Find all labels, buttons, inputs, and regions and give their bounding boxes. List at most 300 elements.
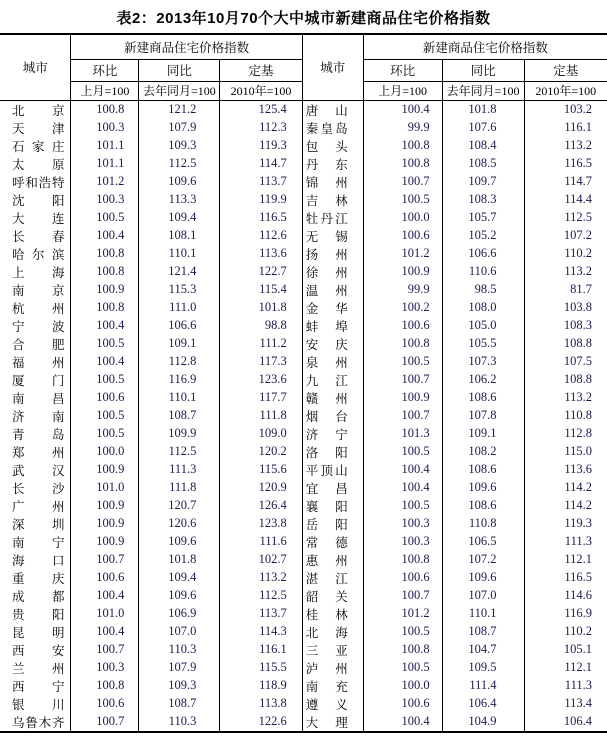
table-row — [302, 461, 607, 479]
table-row — [0, 713, 302, 732]
fixed-base-value: 112.8 — [564, 426, 592, 440]
fixed-base-value: 122.6 — [258, 714, 287, 728]
city-name: 赣 州 — [302, 389, 363, 407]
yoy-value: 116.9 — [139, 371, 220, 389]
city-name: 泸 州 — [302, 659, 363, 677]
city-name: 长 春 — [0, 227, 71, 245]
fixed-base-value: 111.8 — [259, 408, 287, 422]
yoy-value: 108.2 — [442, 443, 524, 461]
yoy-value: 107.0 — [139, 623, 220, 641]
fixed-base-value: 110.8 — [564, 408, 592, 422]
city-name: 兰 州 — [0, 659, 71, 677]
mom-value: 100.5 — [363, 443, 442, 461]
mom-value: 100.7 — [71, 713, 139, 732]
table-row — [0, 371, 302, 389]
mom-value: 100.9 — [71, 497, 139, 515]
yoy-value: 108.7 — [139, 407, 220, 425]
mom-value: 100.9 — [363, 263, 442, 281]
fixed-base-value: 114.7 — [259, 156, 287, 170]
fixed-base-value: 110.2 — [564, 624, 592, 638]
fixed-base-value: 123.8 — [258, 516, 287, 530]
yoy-value: 112.5 — [139, 443, 220, 461]
mom-value: 101.3 — [363, 425, 442, 443]
city-name: 秦 皇 岛 — [302, 119, 363, 137]
yoy-value: 106.4 — [442, 695, 524, 713]
table-row — [0, 659, 302, 677]
table-row — [302, 371, 607, 389]
mom-value: 101.0 — [71, 479, 139, 497]
fixed-base-value: 109.0 — [258, 426, 287, 440]
yoy-value: 107.9 — [139, 119, 220, 137]
mom-value: 100.8 — [71, 299, 139, 317]
fixed-base-value: 108.3 — [563, 318, 592, 332]
yoy-value: 109.6 — [442, 479, 524, 497]
yoy-value: 109.3 — [139, 137, 220, 155]
city-name: 上 海 — [0, 263, 71, 281]
fixed-base-value: 116.5 — [259, 210, 287, 224]
yoy-value: 101.8 — [442, 100, 524, 119]
mom-value: 100.0 — [363, 209, 442, 227]
mom-value: 100.4 — [363, 479, 442, 497]
yoy-value: 107.9 — [139, 659, 220, 677]
fixed-base-value: 111.6 — [259, 534, 287, 548]
mom-value: 100.8 — [71, 100, 139, 119]
fixed-base-value: 114.3 — [259, 624, 287, 638]
table-row — [0, 299, 302, 317]
mom-value: 100.5 — [363, 497, 442, 515]
yoy-value: 109.9 — [139, 425, 220, 443]
table-row — [302, 659, 607, 677]
yoy-value: 107.0 — [442, 587, 524, 605]
mom-value: 101.2 — [71, 173, 139, 191]
mom-value: 100.7 — [363, 587, 442, 605]
yoy-value: 98.5 — [442, 281, 524, 299]
table-row — [0, 281, 302, 299]
city-name: 贵 阳 — [0, 605, 71, 623]
city-name: 唐 山 — [302, 100, 363, 119]
fixed-base-value: 110.2 — [564, 246, 592, 260]
city-name: 大 连 — [0, 209, 71, 227]
table-row — [0, 443, 302, 461]
city-name: 吉 林 — [302, 191, 363, 209]
yoy-value: 106.2 — [442, 371, 524, 389]
yoy-value: 109.6 — [442, 569, 524, 587]
table-row — [302, 155, 607, 173]
fixed-base-value: 116.1 — [259, 642, 287, 656]
city-name: 深 圳 — [0, 515, 71, 533]
mom-value: 100.9 — [71, 533, 139, 551]
table-row — [0, 227, 302, 245]
table-row — [302, 353, 607, 371]
city-name: 北 京 — [0, 100, 71, 119]
city-name: 沈 阳 — [0, 191, 71, 209]
yoy-value: 109.7 — [442, 173, 524, 191]
city-name: 无 锡 — [302, 227, 363, 245]
mom-value: 100.4 — [363, 100, 442, 119]
fixed-base-value: 107.2 — [563, 228, 592, 242]
fixed-base-value: 118.9 — [259, 678, 287, 692]
city-name: 广 州 — [0, 497, 71, 515]
table-row — [302, 641, 607, 659]
fixed-base-value: 98.8 — [264, 318, 287, 332]
mom-base-label: 上月=100 — [71, 81, 139, 100]
mom-value: 100.5 — [71, 209, 139, 227]
mom-value: 100.6 — [363, 317, 442, 335]
table-row — [302, 695, 607, 713]
city-name: 牡 丹 江 — [302, 209, 363, 227]
city-name: 九 江 — [302, 371, 363, 389]
index-group-header: 新建商品住宅价格指数 — [363, 34, 607, 59]
table-row — [302, 191, 607, 209]
table-row — [0, 191, 302, 209]
table-row — [0, 479, 302, 497]
fixed-base-value: 111.3 — [564, 678, 592, 692]
mom-value: 100.6 — [363, 695, 442, 713]
table-row — [0, 641, 302, 659]
city-name: 杭 州 — [0, 299, 71, 317]
fixed-base-value: 105.1 — [563, 642, 592, 656]
mom-value: 100.4 — [71, 227, 139, 245]
mom-value: 100.8 — [71, 245, 139, 263]
fixed-base-value: 112.1 — [564, 552, 592, 566]
yoy-value: 106.9 — [139, 605, 220, 623]
city-name: 成 都 — [0, 587, 71, 605]
fixed-base-value: 126.4 — [258, 498, 287, 512]
yoy-value: 108.4 — [442, 137, 524, 155]
fixed-base-value: 111.3 — [564, 534, 592, 548]
yoy-value: 110.3 — [139, 641, 220, 659]
table-row — [0, 605, 302, 623]
fixed-base-value: 114.2 — [564, 498, 592, 512]
table-row — [0, 425, 302, 443]
table-row — [0, 245, 302, 263]
fixed-base-value: 113.2 — [564, 138, 592, 152]
yoy-value: 106.6 — [139, 317, 220, 335]
table-row — [302, 443, 607, 461]
table-row — [0, 677, 302, 695]
mom-value: 100.4 — [71, 353, 139, 371]
table-row — [0, 389, 302, 407]
yoy-value: 112.8 — [139, 353, 220, 371]
yoy-value: 108.7 — [442, 623, 524, 641]
fixed-base-label: 2010年=100 — [220, 81, 302, 100]
yoy-base-label: 去年同月=100 — [139, 81, 220, 100]
table-row — [302, 587, 607, 605]
city-name: 包 头 — [302, 137, 363, 155]
mom-value: 101.1 — [71, 155, 139, 173]
fixed-base-value: 120.9 — [258, 480, 287, 494]
yoy-value: 105.0 — [442, 317, 524, 335]
city-name: 宜 昌 — [302, 479, 363, 497]
mom-value: 100.8 — [363, 551, 442, 569]
table-row — [0, 461, 302, 479]
city-name: 烟 台 — [302, 407, 363, 425]
yoy-value: 108.6 — [442, 389, 524, 407]
mom-value: 100.4 — [71, 623, 139, 641]
yoy-value: 104.9 — [442, 713, 524, 732]
table-row — [302, 173, 607, 191]
city-name: 安 庆 — [302, 335, 363, 353]
table-row — [0, 209, 302, 227]
yoy-value: 109.6 — [139, 587, 220, 605]
fixed-base-value: 114.4 — [564, 192, 592, 206]
city-name: 乌 鲁 木 齐 — [0, 713, 71, 732]
mom-value: 99.9 — [363, 281, 442, 299]
yoy-value: 107.2 — [442, 551, 524, 569]
table-row — [0, 515, 302, 533]
table-row — [0, 335, 302, 353]
index-group-header: 新建商品住宅价格指数 — [71, 34, 302, 59]
yoy-value: 108.5 — [442, 155, 524, 173]
yoy-value: 108.3 — [442, 191, 524, 209]
fixed-base-value: 112.5 — [259, 588, 287, 602]
mom-value: 100.5 — [363, 353, 442, 371]
fixed-base-value: 116.5 — [564, 570, 592, 584]
mom-value: 100.8 — [71, 677, 139, 695]
city-name: 青 岛 — [0, 425, 71, 443]
city-name: 蚌 埠 — [302, 317, 363, 335]
fixed-base-value: 106.4 — [563, 714, 592, 728]
yoy-value: 120.7 — [139, 497, 220, 515]
yoy-value: 111.0 — [139, 299, 220, 317]
fixed-base-value: 119.9 — [259, 192, 287, 206]
table-row — [302, 533, 607, 551]
fixed-base-value: 81.7 — [570, 282, 592, 296]
table-row — [302, 407, 607, 425]
fixed-base-value: 108.8 — [563, 336, 592, 350]
table-row — [302, 227, 607, 245]
yoy-value: 112.5 — [139, 155, 220, 173]
table-row — [0, 551, 302, 569]
mom-value: 100.5 — [363, 623, 442, 641]
yoy-value: 121.4 — [139, 263, 220, 281]
table-row — [0, 497, 302, 515]
fixed-base-value: 113.7 — [259, 174, 287, 188]
table-row — [302, 245, 607, 263]
mom-value: 100.8 — [363, 335, 442, 353]
fixed-base-value: 113.2 — [564, 390, 592, 404]
city-name: 银 川 — [0, 695, 71, 713]
yoy-value: 111.8 — [139, 479, 220, 497]
mom-value: 99.9 — [363, 119, 442, 137]
city-name: 哈 尔 滨 — [0, 245, 71, 263]
yoy-value: 110.6 — [442, 263, 524, 281]
mom-value: 100.3 — [363, 515, 442, 533]
fixed-base-value: 103.2 — [563, 102, 592, 116]
yoy-value: 113.3 — [139, 191, 220, 209]
city-name: 襄 阳 — [302, 497, 363, 515]
yoy-value: 110.1 — [442, 605, 524, 623]
table-row — [302, 317, 607, 335]
mom-column-header: 环比 — [71, 59, 139, 81]
fixed-base-value: 114.7 — [564, 174, 592, 188]
yoy-value: 109.1 — [442, 425, 524, 443]
yoy-value: 109.6 — [139, 173, 220, 191]
city-name: 惠 州 — [302, 551, 363, 569]
mom-value: 100.4 — [363, 461, 442, 479]
yoy-value: 108.7 — [139, 695, 220, 713]
table-row — [0, 173, 302, 191]
fixed-base-value: 116.1 — [564, 120, 592, 134]
left-table — [0, 33, 302, 733]
right-table — [302, 33, 607, 733]
city-name: 温 州 — [302, 281, 363, 299]
yoy-value: 120.6 — [139, 515, 220, 533]
city-name: 太 原 — [0, 155, 71, 173]
city-name: 福 州 — [0, 353, 71, 371]
table-row — [302, 299, 607, 317]
yoy-value: 105.2 — [442, 227, 524, 245]
fixed-base-value: 116.9 — [564, 606, 592, 620]
mom-value: 100.3 — [71, 119, 139, 137]
fixed-base-value: 115.0 — [564, 444, 592, 458]
fixed-base-value: 119.3 — [259, 138, 287, 152]
city-name: 昆 明 — [0, 623, 71, 641]
city-name: 扬 州 — [302, 245, 363, 263]
mom-value: 101.0 — [71, 605, 139, 623]
fixed-base-value: 115.4 — [259, 282, 287, 296]
yoy-value: 111.3 — [139, 461, 220, 479]
table-row — [302, 335, 607, 353]
fixed-base-value: 119.3 — [564, 516, 592, 530]
city-column-header: 城市 — [302, 34, 363, 100]
city-name: 合 肥 — [0, 335, 71, 353]
yoy-value: 105.7 — [442, 209, 524, 227]
yoy-value: 110.1 — [139, 245, 220, 263]
yoy-value: 110.1 — [139, 389, 220, 407]
table-row — [302, 389, 607, 407]
fixed-base-value: 101.8 — [258, 300, 287, 314]
mom-value: 100.6 — [363, 227, 442, 245]
yoy-value: 109.4 — [139, 569, 220, 587]
yoy-value: 104.7 — [442, 641, 524, 659]
fixed-base-value: 113.2 — [564, 264, 592, 278]
city-name: 石 家 庄 — [0, 137, 71, 155]
mom-value: 100.5 — [363, 191, 442, 209]
city-name: 韶 关 — [302, 587, 363, 605]
table-row — [0, 137, 302, 155]
city-name: 武 汉 — [0, 461, 71, 479]
yoy-value: 105.5 — [442, 335, 524, 353]
city-name: 北 海 — [302, 623, 363, 641]
fixed-base-value: 125.4 — [258, 102, 287, 116]
mom-value: 100.0 — [71, 443, 139, 461]
yoy-value: 121.2 — [139, 100, 220, 119]
mom-value: 100.7 — [363, 173, 442, 191]
mom-value: 100.6 — [71, 569, 139, 587]
table-row — [0, 353, 302, 371]
mom-value: 101.2 — [363, 245, 442, 263]
yoy-column-header: 同比 — [139, 59, 220, 81]
mom-value: 100.6 — [71, 695, 139, 713]
table-row — [302, 479, 607, 497]
table-row — [302, 100, 607, 119]
fixed-base-value: 123.6 — [258, 372, 287, 386]
fixed-base-value: 117.3 — [259, 354, 287, 368]
city-name: 南 京 — [0, 281, 71, 299]
city-name: 南 昌 — [0, 389, 71, 407]
fixed-base-value: 113.6 — [564, 462, 592, 476]
mom-value: 100.9 — [71, 461, 139, 479]
city-name: 济 南 — [0, 407, 71, 425]
yoy-value: 106.5 — [442, 533, 524, 551]
fixed-base-value: 113.8 — [259, 696, 287, 710]
yoy-value: 115.3 — [139, 281, 220, 299]
city-name: 洛 阳 — [302, 443, 363, 461]
mom-value: 100.7 — [71, 551, 139, 569]
mom-base-label: 上月=100 — [363, 81, 442, 100]
mom-value: 100.9 — [363, 389, 442, 407]
yoy-value: 107.6 — [442, 119, 524, 137]
table-row — [302, 263, 607, 281]
fixed-base-value: 120.2 — [258, 444, 287, 458]
mom-value: 100.7 — [363, 407, 442, 425]
yoy-base-label: 去年同月=100 — [442, 81, 524, 100]
city-name: 呼 和 浩 特 — [0, 173, 71, 191]
city-name: 宁 波 — [0, 317, 71, 335]
yoy-value: 109.3 — [139, 677, 220, 695]
yoy-value: 108.6 — [442, 497, 524, 515]
city-name: 南 充 — [302, 677, 363, 695]
price-index-table — [0, 33, 607, 733]
mom-value: 100.8 — [363, 155, 442, 173]
yoy-value: 108.6 — [442, 461, 524, 479]
fixed-base-value: 112.6 — [259, 228, 287, 242]
table-row — [0, 695, 302, 713]
city-name: 重 庆 — [0, 569, 71, 587]
table-row — [302, 209, 607, 227]
fixed-base-value: 102.7 — [258, 552, 287, 566]
yoy-value: 107.8 — [442, 407, 524, 425]
yoy-value: 106.6 — [442, 245, 524, 263]
table-row — [302, 569, 607, 587]
table-row — [302, 119, 607, 137]
city-name: 岳 阳 — [302, 515, 363, 533]
yoy-value: 111.4 — [442, 677, 524, 695]
table-row — [302, 281, 607, 299]
city-name: 济 宁 — [302, 425, 363, 443]
fixed-base-value: 117.7 — [259, 390, 287, 404]
fixed-base-label: 2010年=100 — [524, 81, 607, 100]
yoy-value: 110.3 — [139, 713, 220, 732]
table-row — [302, 551, 607, 569]
mom-value: 100.3 — [71, 659, 139, 677]
table-row — [0, 100, 302, 119]
yoy-value: 108.1 — [139, 227, 220, 245]
city-name: 常 德 — [302, 533, 363, 551]
city-name: 西 宁 — [0, 677, 71, 695]
mom-value: 101.2 — [363, 605, 442, 623]
mom-value: 100.5 — [71, 425, 139, 443]
fixed-base-value: 115.6 — [259, 462, 287, 476]
table-row — [302, 425, 607, 443]
table-row — [0, 587, 302, 605]
fixed-base-value: 122.7 — [258, 264, 287, 278]
table-row — [0, 533, 302, 551]
fixed-base-value: 112.5 — [564, 210, 592, 224]
fixed-base-value: 113.6 — [259, 246, 287, 260]
mom-value: 100.6 — [71, 389, 139, 407]
yoy-value: 110.8 — [442, 515, 524, 533]
fixed-base-column-header: 定基 — [524, 59, 607, 81]
table-row — [0, 263, 302, 281]
yoy-value: 109.1 — [139, 335, 220, 353]
yoy-column-header: 同比 — [442, 59, 524, 81]
mom-value: 100.5 — [71, 407, 139, 425]
city-name: 平 顶 山 — [302, 461, 363, 479]
city-column-header: 城市 — [0, 34, 71, 100]
city-name: 丹 东 — [302, 155, 363, 173]
